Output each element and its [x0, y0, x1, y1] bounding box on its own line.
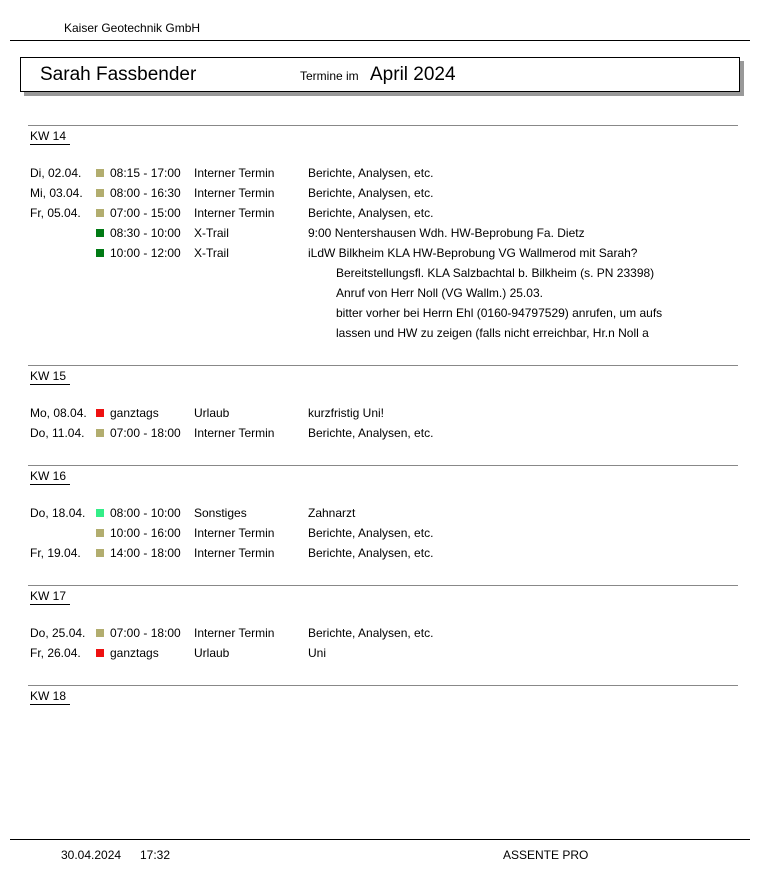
appointment-type: Interner Termin [194, 186, 275, 200]
appointment-type: Interner Termin [194, 426, 275, 440]
month-title: April 2024 [370, 64, 456, 85]
appointment-type: Interner Termin [194, 166, 275, 180]
appointment-description: Berichte, Analysen, etc. [308, 546, 434, 560]
appointment-description: Berichte, Analysen, etc. [308, 426, 434, 440]
category-swatch [96, 169, 104, 177]
category-swatch [96, 229, 104, 237]
appointment-type: Urlaub [194, 406, 230, 420]
category-swatch [96, 649, 104, 657]
week-divider [28, 365, 738, 366]
week-divider [28, 685, 738, 686]
appointment-type: Interner Termin [194, 546, 275, 560]
appointment-description: Berichte, Analysen, etc. [308, 526, 434, 540]
category-swatch [96, 429, 104, 437]
time-range: ganztags [110, 406, 159, 420]
appointment-type: Interner Termin [194, 206, 275, 220]
appointment-type: Interner Termin [194, 526, 275, 540]
category-swatch [96, 549, 104, 557]
appointment-row [28, 243, 738, 263]
appointment-description: kurzfristig Uni! [308, 406, 385, 420]
appointment-row [28, 643, 738, 663]
time-range: 07:00 - 18:00 [110, 626, 181, 640]
appointment-description: Berichte, Analysen, etc. [308, 166, 434, 180]
appointment-row [28, 623, 738, 643]
appointment-description: 9:00 Nentershausen Wdh. HW-Beprobung Fa. Dietz [308, 226, 585, 240]
app-name: ASSENTE PRO [503, 848, 589, 862]
week-divider [28, 465, 738, 466]
day-label: Fr, 19.04. [30, 546, 81, 560]
appointment-type: Urlaub [194, 646, 230, 660]
appointment-row [28, 223, 738, 243]
week-label: KW 15 [30, 368, 70, 385]
time-range: 08:00 - 16:30 [110, 186, 181, 200]
appointment-row [28, 543, 738, 563]
week-label: KW 14 [30, 128, 70, 145]
appointment-description: iLdW Bilkheim KLA HW-Beprobung VG Wallmerod mit Sarah? [308, 246, 638, 260]
day-label: Di, 02.04. [30, 166, 82, 180]
day-label: Do, 11.04. [30, 426, 85, 440]
category-swatch [96, 209, 104, 217]
time-range: 08:00 - 10:00 [110, 506, 181, 520]
time-range: 10:00 - 16:00 [110, 526, 181, 540]
day-label: Mi, 03.04. [30, 186, 83, 200]
time-range: 10:00 - 12:00 [110, 246, 181, 260]
appointment-description: Berichte, Analysen, etc. [308, 206, 434, 220]
appointment-row [28, 203, 738, 223]
day-label: Do, 25.04. [30, 626, 86, 640]
appointment-type: X-Trail [194, 246, 229, 260]
appointment-row [28, 403, 738, 423]
day-label: Fr, 05.04. [30, 206, 81, 220]
header-divider [10, 40, 750, 41]
time-range: 08:15 - 17:00 [110, 166, 181, 180]
description-continuation: Bereitstellungsfl. KLA Salzbachtal b. Bilkheim (s. PN 23398) [336, 266, 655, 280]
appointment-row [28, 523, 738, 543]
appointment-row [28, 163, 738, 183]
time-range: 08:30 - 10:00 [110, 226, 181, 240]
description-continuation: Anruf von Herr Noll (VG Wallm.) 25.03. [336, 286, 543, 300]
appointment-row [28, 423, 738, 443]
time-range: ganztags [110, 646, 159, 660]
appointment-type: Interner Termin [194, 626, 275, 640]
day-label: Mo, 08.04. [30, 406, 87, 420]
category-swatch [96, 529, 104, 537]
person-name: Sarah Fassbender [40, 64, 197, 85]
appointment-type: Sonstiges [194, 506, 247, 520]
week-divider [28, 585, 738, 586]
termine-label: Termine im [300, 69, 359, 83]
appointment-row [28, 503, 738, 523]
category-swatch [96, 629, 104, 637]
title-box [20, 57, 740, 92]
description-continuation: lassen und HW zu zeigen (falls nicht erreichbar, Hr.n Noll a [336, 326, 649, 340]
appointment-description: Uni [308, 646, 327, 660]
category-swatch [96, 249, 104, 257]
week-label: KW 18 [30, 688, 70, 705]
time-range: 07:00 - 18:00 [110, 426, 181, 440]
week-label: KW 16 [30, 468, 70, 485]
week-label: KW 17 [30, 588, 70, 605]
description-continuation: bitter vorher bei Herrn Ehl (0160-94797529) anrufen, um aufs [336, 306, 663, 320]
day-label: Fr, 26.04. [30, 646, 81, 660]
print-time: 17:32 [140, 848, 171, 862]
appointment-row [28, 183, 738, 203]
day-label: Do, 18.04. [30, 506, 86, 520]
appointment-description: Berichte, Analysen, etc. [308, 626, 434, 640]
category-swatch [96, 409, 104, 417]
print-date: 30.04.2024 [61, 848, 122, 862]
time-range: 14:00 - 18:00 [110, 546, 181, 560]
company-name: Kaiser Geotechnik GmbH [64, 21, 201, 35]
appointment-description: Berichte, Analysen, etc. [308, 186, 434, 200]
category-swatch [96, 189, 104, 197]
time-range: 07:00 - 15:00 [110, 206, 181, 220]
appointment-description: Zahnarzt [308, 506, 356, 520]
appointment-type: X-Trail [194, 226, 229, 240]
category-swatch [96, 509, 104, 517]
footer-divider [10, 839, 750, 840]
week-divider [28, 125, 738, 126]
